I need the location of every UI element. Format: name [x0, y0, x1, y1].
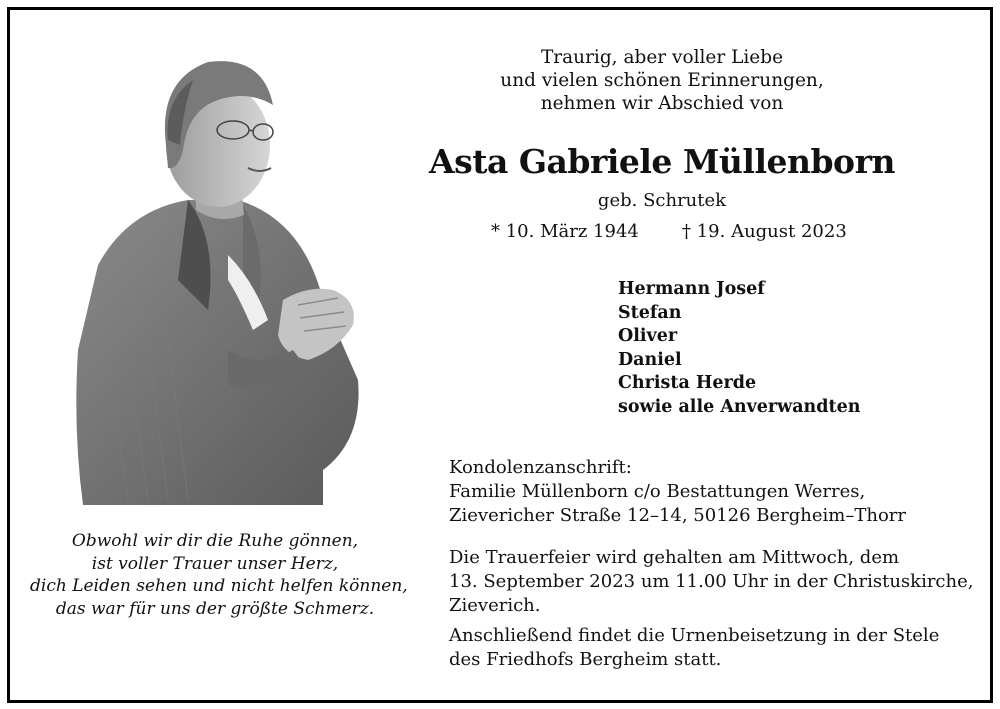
condolence-address	[449, 456, 906, 528]
death-date: † 19. August 2023	[682, 221, 847, 242]
funeral-service-info	[449, 546, 973, 618]
mourner-name: Oliver	[618, 326, 678, 346]
poem-line: Obwohl wir dir die Ruhe gönnen,	[71, 531, 359, 551]
mourner-name: sowie alle Anverwandten	[618, 396, 861, 417]
condolence-heading: Kondolenzanschrift:	[449, 457, 632, 478]
intro-line: und vielen schönen Erinnerungen,	[500, 70, 824, 91]
condolence-line: Familie Müllenborn c/o Bestattungen Werres,	[449, 481, 866, 502]
memorial-poem	[30, 530, 408, 620]
poem-line: ist voller Trauer unser Herz,	[91, 553, 339, 574]
urn-burial-info	[449, 624, 939, 672]
condolence-line: Zievericher Straße 12–14, 50126 Bergheim–Thorr	[449, 505, 907, 526]
poem-line: das war für uns der größte Schmerz.	[55, 598, 375, 619]
mourner-name: Christa Herde	[618, 373, 757, 393]
mourner-name: Hermann Josef	[618, 279, 765, 299]
portrait-photo	[68, 50, 368, 510]
mourner-name: Stefan	[618, 302, 682, 323]
burial-line: Anschließend findet die Urnenbeisetzung in der Stele	[449, 625, 940, 646]
mourner-name: Daniel	[618, 349, 682, 370]
service-line: Zieverich.	[449, 595, 541, 616]
mourners-list	[618, 278, 860, 419]
deceased-name: Asta Gabriele Müllenborn	[429, 142, 895, 181]
service-line: 13. September 2023 um 11.00 Uhr in der Christuskirche,	[449, 571, 974, 592]
service-line: Die Trauerfeier wird gehalten am Mittwoch, dem	[449, 547, 900, 568]
intro-line: nehmen wir Abschied von	[540, 93, 784, 114]
intro-line: Traurig, aber voller Liebe	[540, 47, 784, 68]
poem-line: dich Leiden sehen und nicht helfen können,	[30, 576, 408, 596]
burial-line: des Friedhofs Bergheim statt.	[449, 649, 722, 670]
birth-name: geb. Schrutek	[597, 190, 727, 211]
birth-date: * 10. März 1944	[491, 221, 639, 242]
intro-text	[450, 46, 874, 115]
